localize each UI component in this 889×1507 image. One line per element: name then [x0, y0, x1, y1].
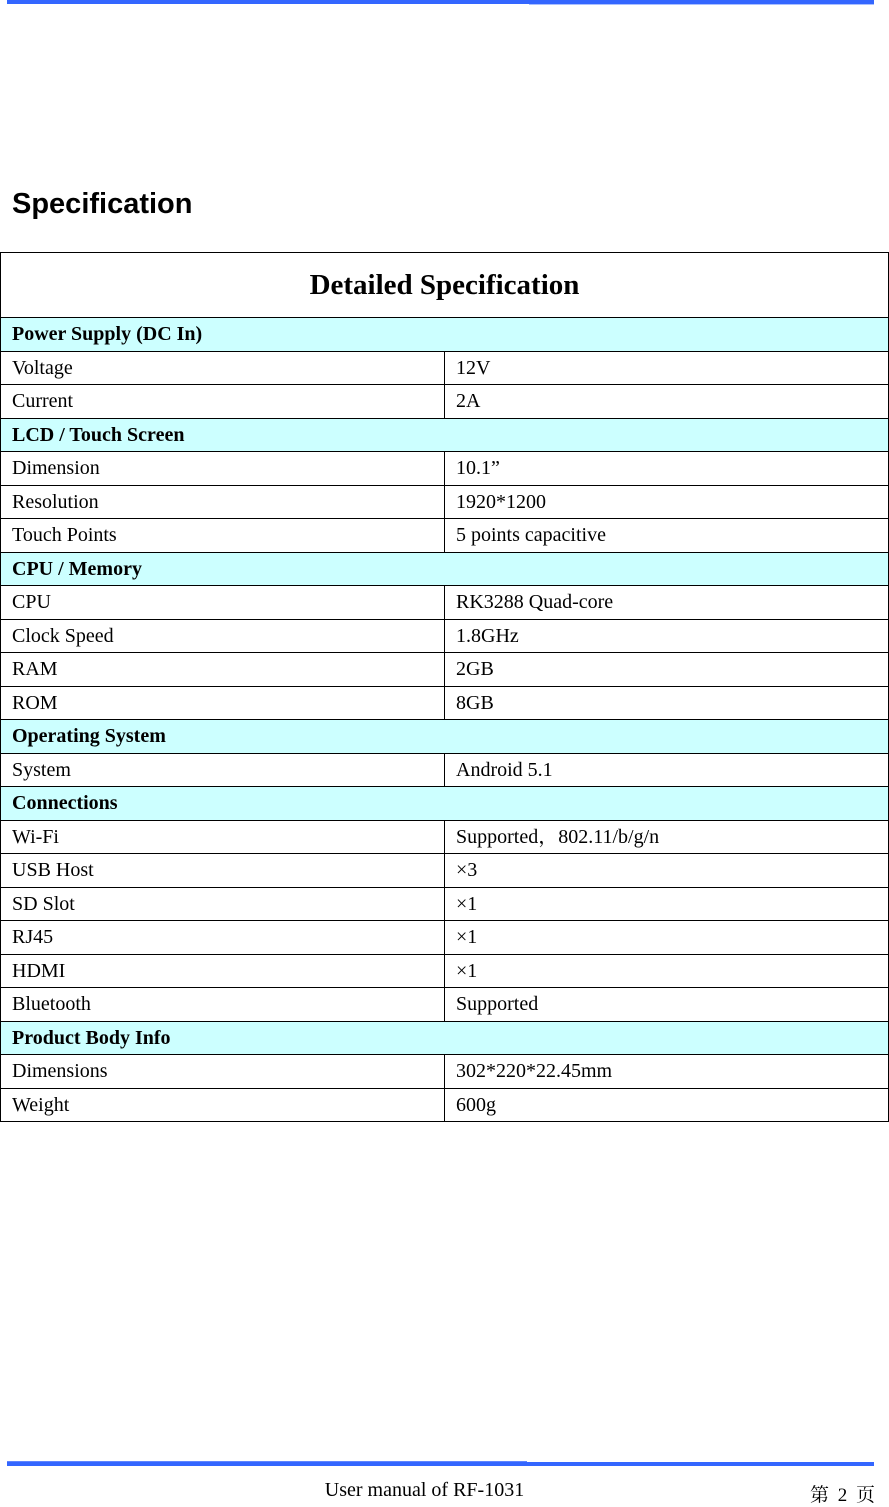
- table-row: [1, 988, 889, 1022]
- spec-label: RAM: [1, 653, 445, 687]
- spec-value: Supported，802.11/b/g/n: [445, 820, 889, 854]
- spec-label: Resolution: [1, 485, 445, 519]
- section-row: [1, 787, 889, 821]
- spec-label: Current: [1, 385, 445, 419]
- footer-rule: [7, 1462, 874, 1466]
- section-title: LCD / Touch Screen: [1, 418, 889, 452]
- table-row: [1, 1055, 889, 1089]
- table-row: [1, 921, 889, 955]
- page-number: 第 2 页: [810, 1485, 878, 1506]
- footer-text: User manual of RF-1031: [324, 1479, 525, 1501]
- spec-value: 2A: [445, 385, 889, 419]
- spec-value: ×1: [445, 921, 889, 955]
- section-row: [1, 720, 889, 754]
- table-row: [1, 954, 889, 988]
- spec-value: ×3: [445, 854, 889, 888]
- spec-value: Android 5.1: [445, 753, 889, 787]
- spec-label: Clock Speed: [1, 619, 445, 653]
- section-row: [1, 318, 889, 352]
- table-row: [1, 653, 889, 687]
- spec-value: 5 points capacitive: [445, 519, 889, 553]
- spec-label: RJ45: [1, 921, 445, 955]
- spec-value: 8GB: [445, 686, 889, 720]
- section-row: [1, 552, 889, 586]
- table-title: Detailed Specification: [1, 253, 889, 318]
- table-row: [1, 485, 889, 519]
- table-row: [1, 887, 889, 921]
- spec-value: 600g: [445, 1088, 889, 1122]
- spec-value: ×1: [445, 954, 889, 988]
- header-rule: [7, 0, 874, 4]
- spec-value: RK3288 Quad-core: [445, 586, 889, 620]
- page-heading: Specification: [12, 188, 193, 220]
- spec-label: Weight: [1, 1088, 445, 1122]
- table-row: [1, 452, 889, 486]
- table-row: [1, 519, 889, 553]
- section-title: Power Supply (DC In): [1, 318, 889, 352]
- section-title: Connections: [1, 787, 889, 821]
- table-row: [1, 619, 889, 653]
- table-row: [1, 753, 889, 787]
- spec-label: System: [1, 753, 445, 787]
- spec-value: 10.1”: [445, 452, 889, 486]
- section-title: Operating System: [1, 720, 889, 754]
- spec-label: USB Host: [1, 854, 445, 888]
- spec-label: Touch Points: [1, 519, 445, 553]
- section-title: Product Body Info: [1, 1021, 889, 1055]
- table-row: [1, 385, 889, 419]
- spec-label: Dimension: [1, 452, 445, 486]
- table-title-row: [1, 253, 889, 318]
- spec-table: [0, 252, 889, 1122]
- table-row: [1, 820, 889, 854]
- spec-label: Bluetooth: [1, 988, 445, 1022]
- spec-label: Wi-Fi: [1, 820, 445, 854]
- table-row: [1, 351, 889, 385]
- table-row: [1, 854, 889, 888]
- spec-value: 1.8GHz: [445, 619, 889, 653]
- spec-value: 1920*1200: [445, 485, 889, 519]
- spec-label: Voltage: [1, 351, 445, 385]
- table-row: [1, 586, 889, 620]
- table-row: [1, 1088, 889, 1122]
- spec-label: SD Slot: [1, 887, 445, 921]
- spec-value: 302*220*22.45mm: [445, 1055, 889, 1089]
- spec-value: Supported: [445, 988, 889, 1022]
- spec-label: ROM: [1, 686, 445, 720]
- spec-label: HDMI: [1, 954, 445, 988]
- section-title: CPU / Memory: [1, 552, 889, 586]
- section-row: [1, 418, 889, 452]
- spec-value: ×1: [445, 887, 889, 921]
- table-row: [1, 686, 889, 720]
- section-row: [1, 1021, 889, 1055]
- spec-value: 12V: [445, 351, 889, 385]
- spec-label: CPU: [1, 586, 445, 620]
- spec-label: Dimensions: [1, 1055, 445, 1089]
- spec-value: 2GB: [445, 653, 889, 687]
